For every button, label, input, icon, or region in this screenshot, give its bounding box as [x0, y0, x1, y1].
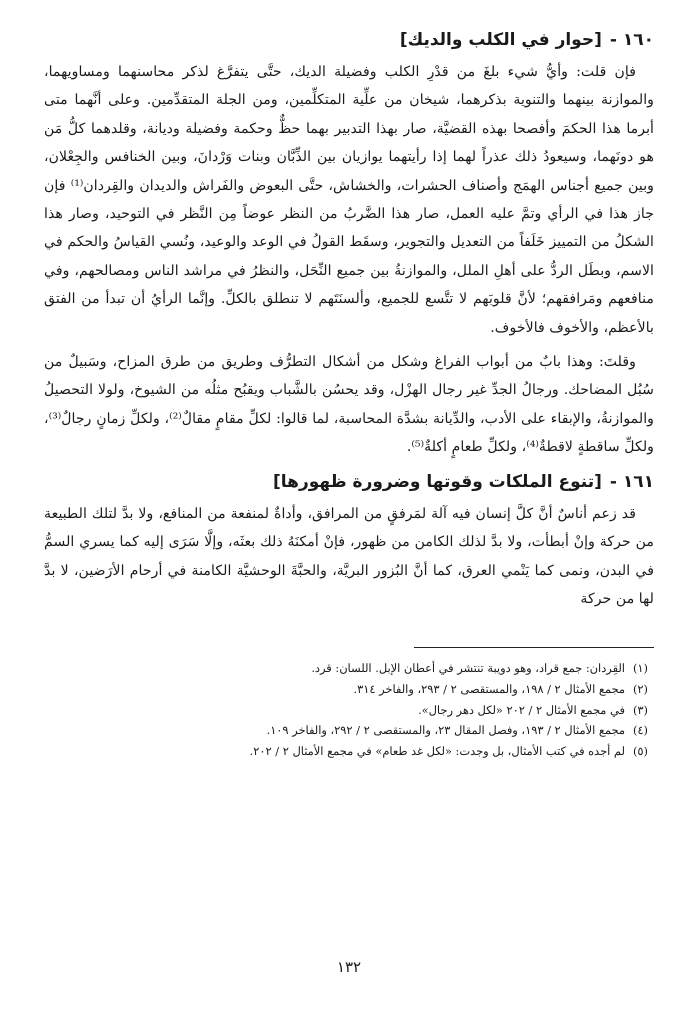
section-number: ١٦٠ - — [609, 30, 654, 50]
footnote-text: مجمع الأمثال ٢ / ١٩٣، وفصل المقال ٢٣، والمستقصى ٢ / ٢٩٢، والفاخر ١٠٩. — [266, 723, 625, 738]
footnote-number: (٥) — [632, 743, 648, 758]
footnote-text: القِردان: جمع قراد، وهو دويبة تنتشر في أعطان الإبل. اللسان: قرد. — [311, 661, 625, 676]
section-heading-161 — [44, 470, 654, 494]
section-title: [تنوع الملكات وقوتها وضرورة ظهورها] — [273, 471, 602, 492]
footnote-text: مجمع الأمثال ٢ / ١٩٨، والمستقصى ٢ / ٢٩٣، والفاخر ٣١٤. — [353, 681, 625, 696]
paragraph: فإن قلت: وأيُّ شيء بلغَ من قدْرِ الكلب وفضيلة الديك، حتَّى يتفرَّغ لذكر محاسنهما ومساويهما، والموازنة بينهما والتنوية بذكرهما، شيخان من علِّية المتكلِّمين، ومن الجلة المتقدِّمين. وعلى أنَّهما متى أبرما هذا الحكمَ وأفصحا بهذه القضيَّة، صار بهذا التدبير بهما حظٌّ وحكمة وفضيلة وديانة، وقلدهما كلُّ مَن هو دونَهما، وسيعودُ ذلك عذراً لهما إذا رأيتهما يوازيان بين الذِّبَّان وبنات وَرْدانَ، وبين الخنافس والجِعْلان، وبين جميع أجناس الهمَج وأصناف الحشرات، والخشاش، حتَّى البعوض والفَراش والديدان والقِردان⁽¹⁾ فإن جاز هذا في الرأي وتمَّ عليه العمل، صار هذا الضَّربُ من النظر عوضاً مِن النَّظر في التوحيد، وصار هذا الشكلُ من التمييز خَلَفاً من التعديل والتجوير، وسقَط القولُ في الوعد والوعيد، ونُسي القياسُ والحكم في الاسم، وبطَل الردُّ على أهلِ الملل، والموازنةُ بين جميع النِّحَل، والنظرُ في مراشد الناس ومصالحهم، وفي منافعهم ومَرافقهم؛ لأنَّ قلوبَهم لا تتَّسع للجميع، وألسنَتَهم لا تنطلق بالكلِّ. وإنَّما الرأيُ أن تبدأ من الفتق بالأعظم، والأخوف فالأخوف. — [44, 64, 654, 336]
footnote-text: لم أجده في كتب الأمثال، بل وجدت: «لكل غد طعام» في مجمع الأمثال ٢ / ٢٠٢. — [249, 743, 625, 758]
paragraph: وقلتَ: وهذا بابٌ من أبواب الفراغ وشكل من أشكال التطرُّف وطريق من طرق المزاح، وسَبيلٌ من سُبُل المضاحك. ورجالُ الجدِّ غير رجال الهزْل، وقد يحسُن بالشَّباب ويقبُح مثلُه من الشيوخ، ولولا التحصيلُ والموازنةُ، والإبقاء على الأدب، والدِّيانة بشدَّة المحاسبة، لما قالوا: لكلِّ مقامٍ مقالٌ⁽²⁾، ولكلِّ زمانٍ رجالٌ⁽³⁾، ولكلِّ ساقطةٍ لاقطةٌ⁽⁴⁾، ولكلِّ طعامٍ أكلةٌ⁽⁵⁾. — [44, 354, 654, 456]
paragraph: قد زعم أناسٌ أنَّ كلَّ إنسان فيه آلة لمَرفقٍ من المرافق، وأداةٌ لمنفعة من المنافع، ولا بدَّ لتلك الطبيعة من حركة وإنْ أبطأت، ولا بدَّ لذلك الكامن من ظهور، فإنْ أمكنَهُ ذلك بعثَه، وإلَّا سَرَى إليه كما يسري السمُّ في البدن، ونمى كما يَنْمي العرق، كما أنَّ البُزور البريَّة، والحبَّةَ الوحشيَّة الكامنة في أرحام الأرَضين، لا بدَّ لها من حركة — [44, 505, 654, 607]
footnote-number: (٤) — [632, 723, 648, 738]
footnote — [44, 741, 654, 762]
footnote-number: (١) — [632, 661, 648, 676]
section-title: [حوار في الكلب والديك] — [399, 30, 602, 50]
footnote — [44, 679, 654, 700]
footnote-divider — [414, 647, 654, 648]
section-heading-160 — [44, 28, 654, 52]
footnotes-list — [44, 658, 654, 761]
footnote — [44, 700, 654, 721]
footnote-text: في مجمع الأمثال ٢ / ٢٠٢ «لكل دهر رجال». — [418, 702, 625, 717]
page-number: ١٣٢ — [336, 958, 362, 976]
section-number: ١٦١ - — [609, 471, 654, 492]
footnote-number: (٣) — [632, 702, 648, 717]
footnote — [44, 658, 654, 679]
footnote-number: (٢) — [632, 681, 648, 696]
footnote — [44, 720, 654, 741]
